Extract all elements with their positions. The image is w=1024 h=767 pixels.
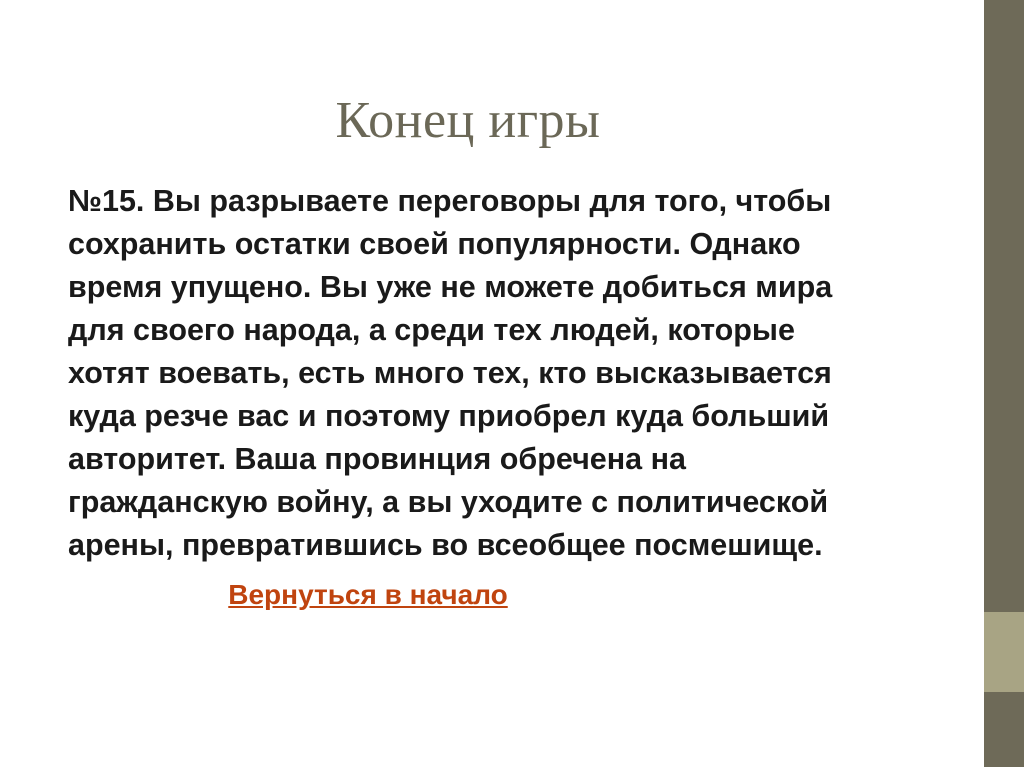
right-decorative-bar	[984, 0, 1024, 767]
page-title: Конец игры	[335, 91, 601, 149]
slide-body	[68, 180, 858, 611]
right-bar-segment-bottom	[984, 692, 1024, 767]
right-bar-segment-middle	[984, 612, 1024, 692]
body-paragraph: №15. Вы разрываете переговоры для того, чтобы сохранить остатки своей популярности. Однако время упущено. Вы уже не можете добиться мира для своего народа, а среди тех людей, которые хотят воевать, есть много тех, кто высказывается куда резче вас и поэтому приобрел куда больший авторитет. Ваша провинция обречена на гражданскую войну, а вы уходите с политической арены, превратившись во всеобщее посмешище.	[68, 184, 833, 562]
back-link-container	[68, 579, 668, 611]
back-to-start-link[interactable]: Вернуться в начало	[228, 579, 508, 610]
right-bar-segment-top	[984, 0, 1024, 612]
